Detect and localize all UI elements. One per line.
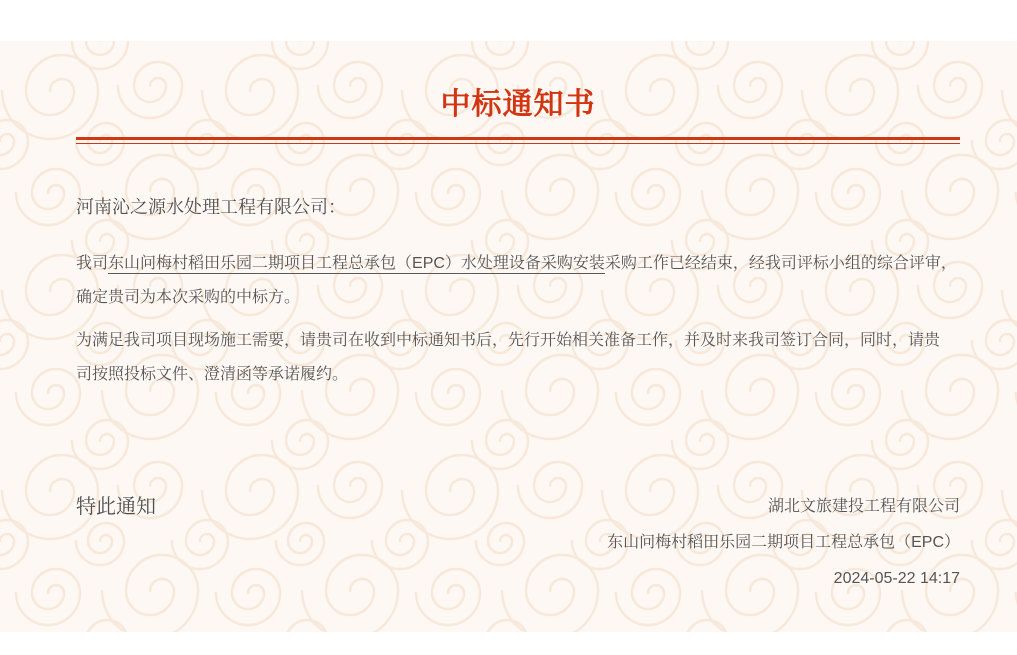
notice-footer: [76, 494, 960, 597]
para1-prefix: 我司: [76, 255, 109, 272]
signature-datetime: 2024-05-22 14:17: [833, 570, 960, 587]
para1-underlined-project-name: 东山问梅村稻田乐园二期项目工程总承包（EPC）水处理设备采购安装: [108, 255, 605, 272]
paragraph-line: 确定贵司为本次采购的中标方。: [76, 289, 301, 306]
notice-content: [76, 0, 960, 597]
paragraph-line: [76, 247, 960, 281]
paragraph-instructions: [76, 324, 960, 392]
recipient-line: 河南沁之源水处理工程有限公司：: [76, 197, 346, 217]
signature-block: [607, 489, 960, 597]
closing-statement: 特此通知: [76, 496, 156, 518]
para1-line1-rest: 采购工作已经结束，经我司评标小组的综合评审，: [604, 255, 957, 272]
paragraph-line: 为满足我司项目现场施工需要，请贵司在收到中标通知书后，先行开始相关准备工作，并及时来我司签订合同，同时，请贵: [76, 332, 941, 349]
paragraph-award-result: [76, 247, 960, 315]
signature-project: 东山问梅村稻田乐园二期项目工程总承包（EPC）: [607, 534, 960, 551]
title-divider: [76, 137, 960, 144]
paragraph-line: 司按照投标文件、澄清函等承诺履约。: [76, 366, 349, 383]
page-title: 中标通知书: [440, 88, 596, 121]
signature-company: 湖北文旅建投工程有限公司: [767, 498, 960, 515]
